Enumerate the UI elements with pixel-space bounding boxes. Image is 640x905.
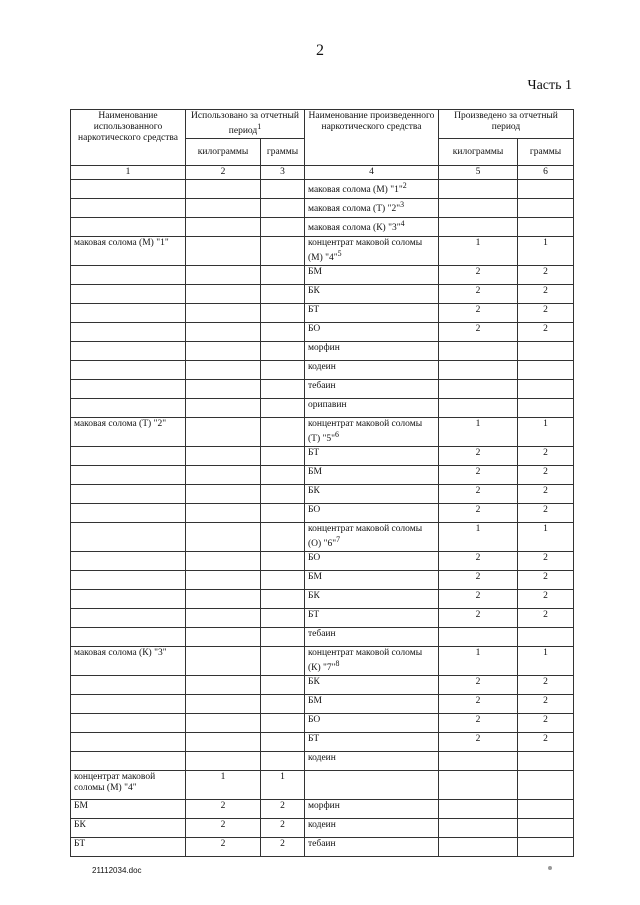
produced-kg-cell: 2 [439,446,518,465]
table-row [71,694,574,713]
produced-g-cell: 2 [518,484,574,503]
table-row [71,284,574,303]
header-used-kg: килограммы [186,139,261,166]
produced-substance-text: маковая солома (М) "1" [308,185,403,196]
produced-substance-text: БО [308,504,321,515]
used-substance-cell [71,322,186,341]
column-number: 6 [518,166,574,180]
table-row [71,360,574,379]
narcotics-table [70,109,574,857]
produced-substance-text: БК [308,590,320,601]
used-substance-cell [71,284,186,303]
produced-kg-cell [439,341,518,360]
produced-substance-text: концентрат маковой соломы (Т) "5" [308,418,423,444]
table-row [71,179,574,198]
used-g-cell [261,589,305,608]
produced-kg-cell: 2 [439,265,518,284]
produced-substance-cell [305,694,439,713]
footer-doc-name: 21112034.doc [92,866,142,875]
used-g-cell: 2 [261,799,305,818]
used-kg-cell [186,675,261,694]
used-kg-cell [186,465,261,484]
produced-substance-text: концентрат маковой соломы (К) "7" [308,647,423,673]
produced-kg-cell [439,751,518,770]
produced-kg-cell [439,379,518,398]
used-g-cell [261,713,305,732]
produced-substance-text: кодеин [308,819,336,830]
table-row [71,465,574,484]
produced-kg-cell: 1 [439,417,518,446]
produced-kg-cell: 2 [439,503,518,522]
produced-substance-text: кодеин [308,361,336,372]
used-g-cell [261,627,305,646]
produced-substance-text: маковая солома (К) "3" [308,223,401,234]
produced-g-cell [518,770,574,799]
produced-substance-cell [305,675,439,694]
used-g-cell [261,236,305,265]
footer-dot [548,866,552,870]
used-g-cell [261,265,305,284]
produced-g-cell [518,818,574,837]
produced-g-cell [518,398,574,417]
produced-substance-cell [305,818,439,837]
produced-kg-cell [439,799,518,818]
produced-g-cell [518,837,574,856]
produced-g-cell: 1 [518,522,574,551]
footnote-marker: 7 [336,534,341,544]
used-kg-cell [186,303,261,322]
table-row [71,837,574,856]
produced-substance-text: БО [308,323,321,334]
used-g-cell [261,398,305,417]
produced-substance-cell [305,446,439,465]
used-substance-cell [71,522,186,551]
used-kg-cell [186,694,261,713]
produced-substance-cell [305,522,439,551]
table-row [71,732,574,751]
column-number: 4 [305,166,439,180]
used-kg-cell [186,398,261,417]
column-number: 1 [71,166,186,180]
produced-substance-text: концентрат маковой соломы (М) "4" [308,237,423,263]
produced-substance-text: БМ [308,571,322,582]
produced-kg-cell: 2 [439,608,518,627]
used-substance-cell: концентрат маковой соломы (М) "4" [71,770,186,799]
produced-substance-text: БО [308,552,321,563]
table-row [71,341,574,360]
produced-substance-cell [305,379,439,398]
produced-substance-text: БМ [308,695,322,706]
produced-kg-cell: 2 [439,589,518,608]
used-g-cell [261,446,305,465]
table-body [71,179,574,856]
produced-kg-cell: 2 [439,465,518,484]
produced-substance-text: БК [308,485,320,496]
used-substance-cell: БМ [71,799,186,818]
table-row [71,818,574,837]
used-substance-cell: БТ [71,837,186,856]
used-g-cell [261,751,305,770]
used-kg-cell [186,446,261,465]
used-kg-cell [186,522,261,551]
header-used-period-footnote: 1 [257,121,262,131]
used-substance-cell [71,265,186,284]
produced-g-cell [518,799,574,818]
used-kg-cell [186,551,261,570]
produced-g-cell: 2 [518,265,574,284]
produced-kg-cell: 2 [439,570,518,589]
used-kg-cell [186,713,261,732]
table-row [71,503,574,522]
used-kg-cell: 1 [186,770,261,799]
table-row [71,713,574,732]
part-label: Часть 1 [527,78,572,93]
header-used-g: граммы [261,139,305,166]
used-substance-cell [71,360,186,379]
produced-substance-text: морфин [308,800,340,811]
produced-g-cell: 2 [518,284,574,303]
used-substance-cell [71,570,186,589]
table-row [71,570,574,589]
produced-g-cell: 2 [518,608,574,627]
produced-kg-cell: 2 [439,284,518,303]
used-g-cell [261,284,305,303]
used-kg-cell [186,646,261,675]
used-g-cell [261,503,305,522]
produced-g-cell: 2 [518,446,574,465]
table-row [71,799,574,818]
footnote-marker: 2 [402,180,407,190]
column-numbers-row [71,166,574,180]
column-number: 3 [261,166,305,180]
produced-g-cell: 2 [518,322,574,341]
table-row [71,484,574,503]
table-row [71,379,574,398]
produced-substance-cell [305,646,439,675]
table-row [71,303,574,322]
used-kg-cell [186,379,261,398]
produced-substance-cell [305,341,439,360]
footnote-marker: 8 [335,658,340,668]
produced-substance-cell [305,799,439,818]
used-g-cell [261,322,305,341]
used-substance-cell [71,179,186,198]
produced-substance-cell [305,236,439,265]
produced-g-cell: 2 [518,551,574,570]
used-substance-cell: маковая солома (К) "3" [71,646,186,675]
produced-g-cell: 2 [518,732,574,751]
used-kg-cell [186,236,261,265]
produced-substance-cell [305,284,439,303]
produced-kg-cell: 2 [439,484,518,503]
header-produced-g: граммы [518,139,574,166]
footnote-marker: 5 [337,248,342,258]
produced-substance-cell [305,589,439,608]
table-row [71,265,574,284]
used-g-cell [261,465,305,484]
used-g-cell: 1 [261,770,305,799]
produced-substance-cell [305,179,439,198]
produced-kg-cell: 1 [439,646,518,675]
used-kg-cell: 2 [186,799,261,818]
column-number: 5 [439,166,518,180]
produced-kg-cell [439,627,518,646]
produced-kg-cell: 2 [439,322,518,341]
table-row [71,322,574,341]
used-g-cell [261,217,305,236]
produced-substance-cell [305,322,439,341]
table-row [71,675,574,694]
used-substance-cell [71,398,186,417]
used-g-cell [261,694,305,713]
produced-substance-text: БК [308,285,320,296]
used-substance-cell: маковая солома (Т) "2" [71,417,186,446]
produced-substance-cell [305,732,439,751]
column-number: 2 [186,166,261,180]
produced-substance-cell [305,503,439,522]
used-kg-cell [186,570,261,589]
produced-substance-cell [305,265,439,284]
produced-g-cell: 2 [518,465,574,484]
table-row [71,217,574,236]
produced-substance-cell [305,303,439,322]
produced-substance-text: БО [308,714,321,725]
used-kg-cell [186,322,261,341]
used-g-cell: 2 [261,837,305,856]
used-kg-cell [186,589,261,608]
produced-substance-cell [305,398,439,417]
produced-substance-cell [305,837,439,856]
produced-kg-cell: 2 [439,713,518,732]
produced-substance-cell [305,713,439,732]
header-produced-name: Наименование произведенного наркотического средства [305,110,439,166]
produced-substance-text: морфин [308,342,340,353]
produced-kg-cell: 2 [439,732,518,751]
used-g-cell [261,417,305,446]
footnote-marker: 3 [400,199,405,209]
produced-g-cell: 2 [518,694,574,713]
produced-substance-text: орипавин [308,399,347,410]
produced-g-cell [518,379,574,398]
produced-g-cell: 1 [518,646,574,675]
table-row [71,198,574,217]
used-substance-cell [71,751,186,770]
used-substance-cell [71,589,186,608]
produced-kg-cell: 2 [439,694,518,713]
used-kg-cell: 2 [186,818,261,837]
header-used-name: Наименование использованного наркотического средства [71,110,186,166]
produced-kg-cell: 2 [439,675,518,694]
used-kg-cell [186,360,261,379]
used-g-cell [261,732,305,751]
produced-substance-text: БТ [308,609,320,620]
used-g-cell [261,646,305,675]
used-kg-cell [186,484,261,503]
produced-substance-cell [305,417,439,446]
produced-kg-cell: 2 [439,551,518,570]
produced-substance-cell [305,484,439,503]
used-substance-cell [71,379,186,398]
used-g-cell [261,360,305,379]
produced-substance-text: БТ [308,304,320,315]
produced-substance-cell [305,608,439,627]
produced-kg-cell [439,179,518,198]
table-row [71,551,574,570]
used-g-cell [261,522,305,551]
produced-g-cell: 1 [518,236,574,265]
produced-substance-text: тебаин [308,628,336,639]
produced-g-cell [518,627,574,646]
table-row [71,417,574,446]
header-used-period [186,110,305,139]
used-substance-cell [71,551,186,570]
used-substance-cell [71,446,186,465]
table-row [71,751,574,770]
produced-substance-cell [305,198,439,217]
produced-substance-cell [305,465,439,484]
used-kg-cell [186,417,261,446]
used-g-cell: 2 [261,818,305,837]
produced-substance-text: концентрат маковой соломы (О) "6" [308,523,423,549]
used-g-cell [261,570,305,589]
used-substance-cell: БК [71,818,186,837]
produced-substance-text: БТ [308,447,320,458]
produced-substance-text: БМ [308,266,322,277]
used-kg-cell [186,217,261,236]
used-substance-cell [71,713,186,732]
header-produced-kg: килограммы [439,139,518,166]
produced-kg-cell [439,818,518,837]
table-row [71,446,574,465]
produced-substance-text: БМ [308,466,322,477]
produced-substance-cell [305,217,439,236]
used-kg-cell [186,198,261,217]
used-g-cell [261,179,305,198]
used-substance-cell [71,303,186,322]
used-g-cell [261,551,305,570]
table-row [71,608,574,627]
produced-substance-text: тебаин [308,838,336,849]
used-substance-cell [71,627,186,646]
used-substance-cell [71,732,186,751]
used-g-cell [261,303,305,322]
produced-g-cell: 2 [518,303,574,322]
produced-substance-cell [305,360,439,379]
header-used-period-text: Использовано за отчетный период [191,111,299,137]
used-kg-cell [186,732,261,751]
used-kg-cell [186,265,261,284]
used-kg-cell [186,751,261,770]
produced-g-cell: 2 [518,713,574,732]
produced-substance-cell [305,570,439,589]
produced-kg-cell [439,770,518,799]
used-kg-cell [186,608,261,627]
produced-kg-cell: 1 [439,522,518,551]
used-substance-cell [71,608,186,627]
used-kg-cell [186,503,261,522]
table-row [71,770,574,799]
page-number: 2 [316,42,324,59]
used-substance-cell [71,198,186,217]
produced-kg-cell [439,198,518,217]
table-header [71,110,574,180]
produced-substance-text: БТ [308,733,320,744]
footnote-marker: 6 [335,429,339,439]
produced-substance-cell [305,751,439,770]
used-substance-cell [71,465,186,484]
used-g-cell [261,484,305,503]
footnote-marker: 4 [400,218,405,228]
used-substance-cell [71,694,186,713]
used-substance-cell [71,484,186,503]
used-substance-cell [71,675,186,694]
table-row [71,646,574,675]
produced-substance-text: БК [308,676,320,687]
produced-substance-cell [305,551,439,570]
produced-substance-text: тебаин [308,380,336,391]
used-substance-cell [71,503,186,522]
produced-g-cell: 2 [518,503,574,522]
used-kg-cell [186,341,261,360]
produced-substance-cell [305,627,439,646]
produced-g-cell: 1 [518,417,574,446]
produced-g-cell [518,179,574,198]
table-row [71,398,574,417]
header-produced-period: Произведено за отчетный период [439,110,574,139]
used-kg-cell [186,284,261,303]
produced-g-cell [518,751,574,770]
used-substance-cell [71,217,186,236]
used-substance-cell [71,341,186,360]
used-kg-cell [186,627,261,646]
table-row [71,589,574,608]
produced-kg-cell [439,837,518,856]
table-row [71,236,574,265]
used-substance-cell: маковая солома (М) "1" [71,236,186,265]
produced-g-cell [518,341,574,360]
produced-g-cell: 2 [518,589,574,608]
produced-kg-cell: 1 [439,236,518,265]
produced-kg-cell [439,398,518,417]
produced-g-cell: 2 [518,570,574,589]
used-g-cell [261,198,305,217]
produced-g-cell [518,217,574,236]
produced-substance-text: маковая солома (Т) "2" [308,204,401,215]
table-row [71,522,574,551]
produced-substance-text: кодеин [308,752,336,763]
produced-kg-cell [439,360,518,379]
produced-substance-cell [305,770,439,799]
produced-kg-cell [439,217,518,236]
table-row [71,627,574,646]
produced-g-cell [518,360,574,379]
used-g-cell [261,341,305,360]
used-g-cell [261,379,305,398]
used-g-cell [261,675,305,694]
produced-kg-cell: 2 [439,303,518,322]
used-g-cell [261,608,305,627]
used-kg-cell [186,179,261,198]
produced-g-cell [518,198,574,217]
used-kg-cell: 2 [186,837,261,856]
produced-g-cell: 2 [518,675,574,694]
